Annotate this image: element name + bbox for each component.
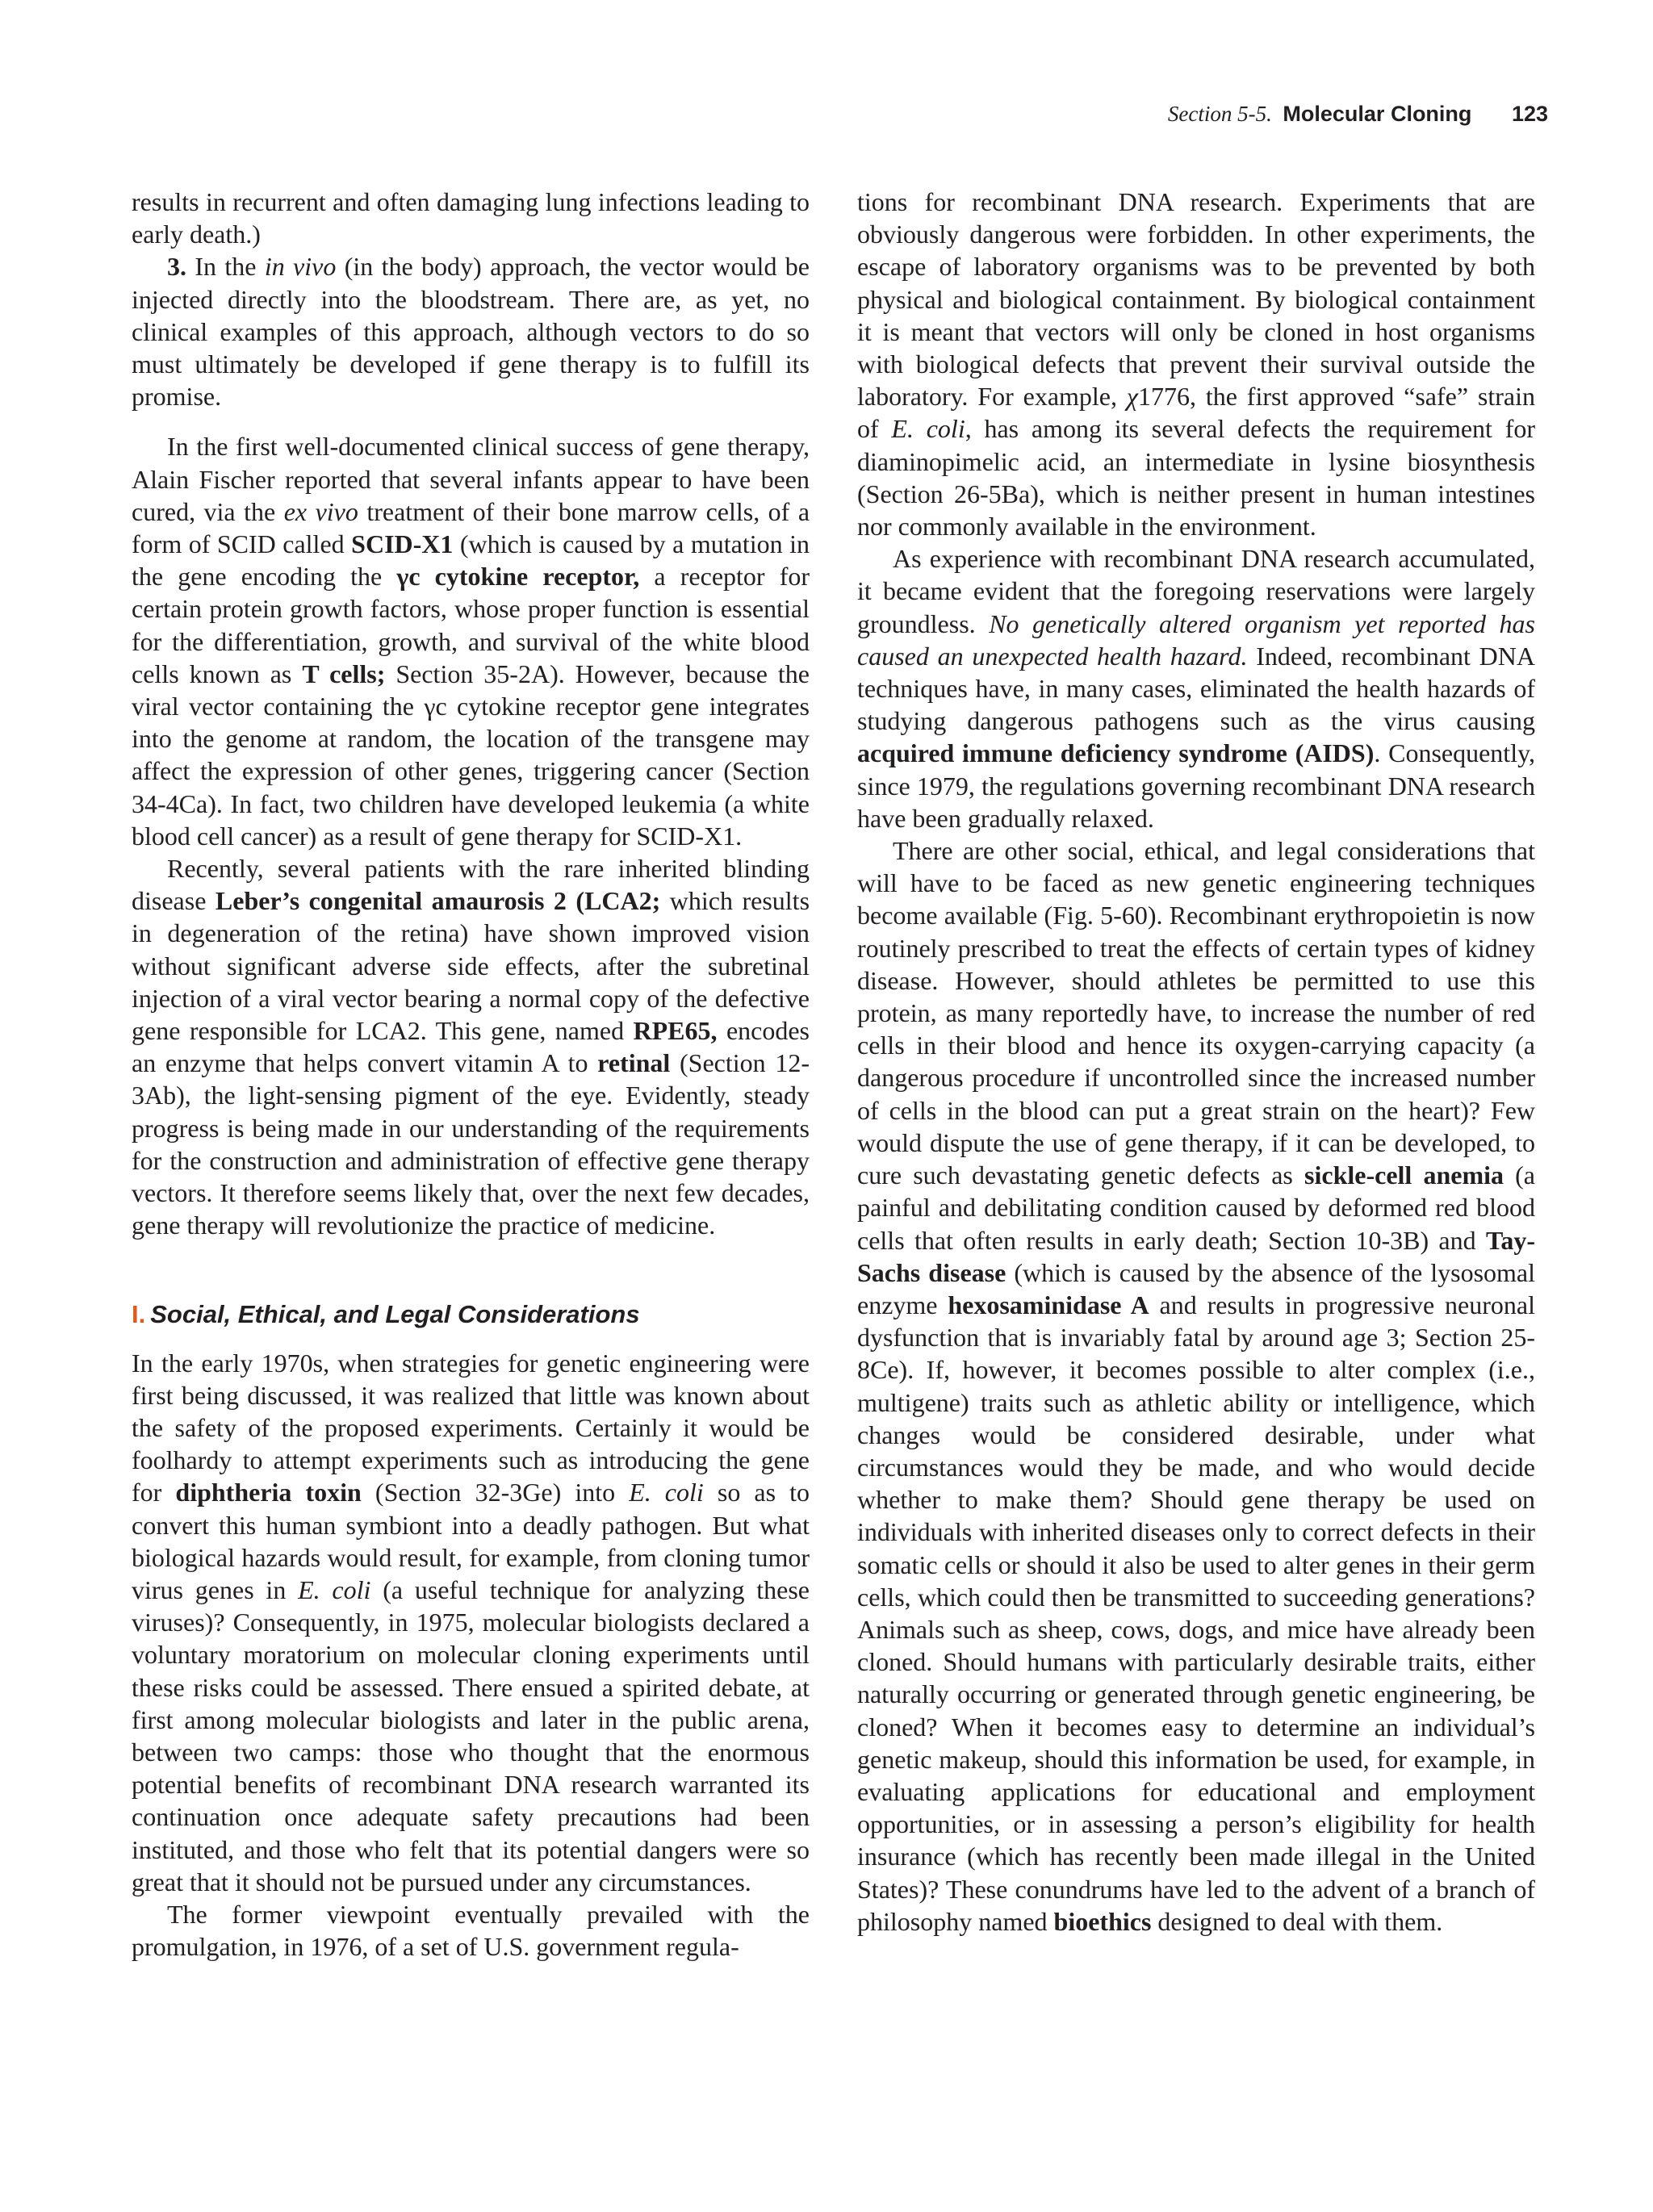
header-section: Section 5-5.: [1167, 102, 1272, 126]
header-title: Molecular Cloning: [1283, 102, 1472, 126]
left-column: [132, 186, 810, 1963]
paragraph: In the early 1970s, when strategies for genetic engineering were first being discussed, it was realized that little was known about the safety of the proposed experiments. Certainly it would be foolhardy to attempt experiments such as introducing the gene for diphtheria toxin (Section 32-3Ge) into E. coli so as to convert this human symbiont into a deadly pathogen. But what biological hazards would result, for example, from cloning tumor virus genes in E. coli (a useful technique for analyzing these viruses)? Consequently, in 1975, molecular biologists declared a voluntary moratorium on molecular cloning experiments until these risks could be assessed. There ensued a spirited debate, at first among molecular biologists and later in the public arena, between two camps: those who thought that the enormous potential benefits of recombinant DNA research warranted its continuation once adequate safety precautions had been instituted, and those who felt that its potential dangers were so great that it should not be pursued under any circumstances.: [132, 1348, 810, 1896]
paragraph: In the first well-documented clinical success of gene therapy, Alain Fischer reported that several infants appear to have been cured, via the ex vivo treatment of their bone marrow cells, of a form of SCID called SCID-X1 (which is caused by a mutation in the gene encoding the γc cytokine receptor, a receptor for certain protein growth factors, whose proper function is essential for the differentiation, growth, and survival of the white blood cells known as T cells; Section 35-2A). However, because the viral vector containing the γc cytokine receptor gene integrates into the genome at random, the location of the transgene may affect the expression of other genes, triggering cancer (Section 34-4Ca). In fact, two children have developed leukemia (a white blood cell cancer) as a result of gene therapy for SCID-X1.: [132, 432, 810, 851]
right-column: [857, 186, 1535, 1938]
running-header: [1168, 102, 1548, 127]
paragraph: results in recurrent and often damaging lung infections leading to early death.): [132, 187, 810, 249]
paragraph: There are other social, ethical, and legal considerations that will have to be faced as new genetic engineering techniques become available (Fig. 5-60). Recombinant erythropoietin is now routinely prescribed to treat the effects of certain types of kidney disease. However, should athletes be permitted to use this protein, as many reportedly have, to increase the number of red cells in their blood and hence its oxygen-carrying capacity (a dangerous procedure if uncontrolled since the increased number of cells in the blood can put a great strain on the heart)? Few would dispute the use of gene therapy, if it can be developed, to cure such devastating genetic defects as sickle-cell anemia (a painful and debilitating condition caused by deformed red blood cells that often results in early death; Section 10-3B) and Tay-Sachs disease (which is caused by the absence of the lysosomal enzyme hexosaminidase A and results in progressive neuronal dysfunction that is invariably fatal by around age 3; Section 25-8Ce). If, however, it becomes possible to alter complex (i.e., multigene) traits such as athletic ability or intelligence, which changes would be considered desirable, under what circumstances would they be made, and who would decide whether to make them? Should gene therapy be used on individuals with inherited diseases only to correct defects in their somatic cells or should it also be used to alter genes in their germ cells, which could then be transmitted to succeeding generations? Animals such as sheep, cows, dogs, and mice have already been cloned. Should humans with particularly desirable traits, either naturally occurring or generated through genetic engineering, be cloned? When it becomes easy to determine an individual’s genetic makeup, should this information be used, for example, in evaluating applications for educational and employment opportunities, or in assessing a person’s eligibility for health insurance (which has recently been made illegal in the United States)? These conundrums have led to the advent of a branch of philosophy named bioethics designed to deal with them.: [857, 836, 1536, 1936]
paragraph: Recently, several patients with the rare inherited blinding disease Leber’s congenital amaurosis 2 (LCA2; which results in degeneration of the retina) have shown improved vision without significant adverse side effects, after the subretinal injection of a viral vector bearing a normal copy of the defective gene responsible for LCA2. This gene, named RPE65, encodes an enzyme that helps convert vitamin A to retinal (Section 12-3Ab), the light-sensing pigment of the eye. Evidently, steady progress is being made in our understanding of the requirements for the construction and administration of effective gene therapy vectors. It therefore seems likely that, over the next few decades, gene therapy will revolutionize the practice of medicine.: [132, 854, 810, 1240]
paragraph: 3. In the in vivo (in the body) approach, the vector would be injected directly into the bloodstream. There are, as yet, no clinical examples of this approach, although vectors to do so must ultimately be developed if gene therapy is to fulfill its promise.: [132, 252, 810, 412]
paragraph: As experience with recombinant DNA research accumulated, it became evident that the foregoing reservations were largely groundless. No genetically altered organism yet reported has caused an unexpected health hazard. Indeed, recombinant DNA techniques have, in many cases, eliminated the health hazards of studying dangerous pathogens such as the virus causing acquired immune deficiency syndrome (AIDS). Consequently, since 1979, the regulations governing recombinant DNA research have been gradually relaxed.: [857, 544, 1536, 833]
paragraph: The former viewpoint eventually prevailed with the promulgation, in 1976, of a set of U.S. government regula-: [132, 1899, 810, 1962]
section-title: Social, Ethical, and Legal Considerations: [150, 1299, 640, 1328]
section-letter: I.: [132, 1299, 146, 1328]
page-number: 123: [1511, 102, 1548, 126]
paragraph: tions for recombinant DNA research. Experiments that are obviously dangerous were forbidden. In other experiments, the escape of laboratory organisms was to be prevented by both physical and biological containment. By biological containment it is meant that vectors will only be cloned in host organisms with biological defects that prevent their survival outside the laboratory. For example, χ1776, the first approved “safe” strain of E. coli, has among its several defects the requirement for diaminopimelic acid, an intermediate in lysine biosynthesis (Section 26-5Ba), which is neither present in human intestines nor commonly available in the environment.: [857, 187, 1536, 542]
section-heading: [132, 1298, 810, 1331]
